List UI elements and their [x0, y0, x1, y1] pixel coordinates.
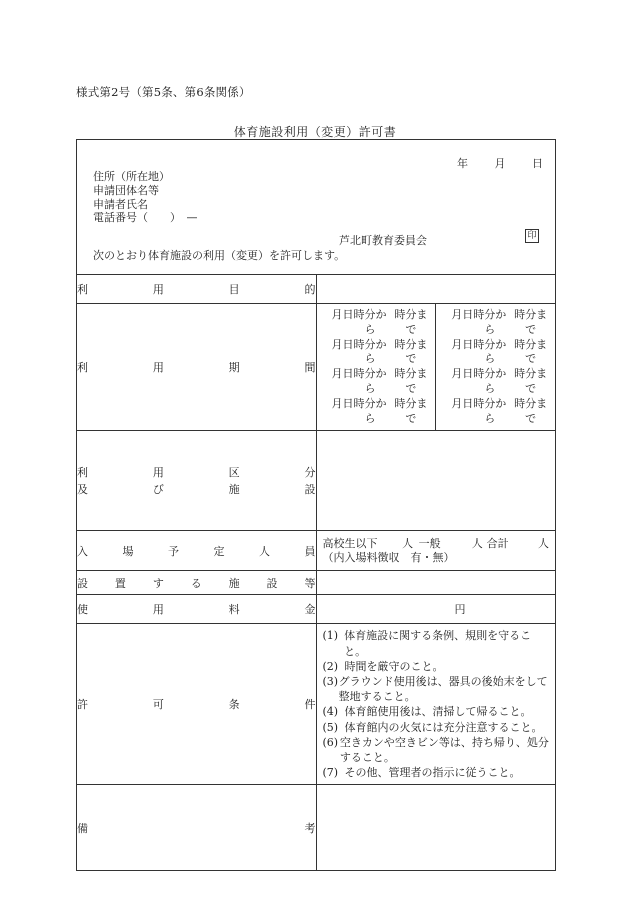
period-token: 時 [394, 337, 406, 351]
period-column-left [317, 304, 437, 430]
period-token: 分まで [525, 308, 548, 336]
condition-text: その他、管理者の指示に従うこと。 [344, 766, 521, 780]
category-label-line-2: 及 び 施 設 [77, 482, 316, 496]
condition-item [323, 674, 550, 704]
period-token: 日 [462, 367, 474, 381]
period-token: 時 [473, 367, 485, 381]
period-token: 時 [514, 396, 526, 410]
condition-number: (3) [322, 674, 339, 688]
period-token: 分から [484, 367, 507, 395]
admission-fee-note: （内入場料徴収 有・無） [322, 550, 455, 564]
period-token: 分から [364, 308, 387, 336]
conditions-label: 許 可 条 件 [77, 698, 316, 712]
period-token: 時 [514, 367, 526, 381]
conditions-label-cell [77, 624, 317, 785]
period-token: 時 [473, 308, 485, 321]
condition-item [323, 659, 550, 674]
document-title: 体育施設利用（変更）許可書 [233, 125, 397, 139]
fee-value[interactable] [316, 595, 556, 624]
seal-mark: 印 [525, 229, 539, 243]
period-token: 時 [353, 396, 365, 410]
period-token: 時 [514, 337, 526, 351]
period-token: 分から [484, 396, 507, 425]
period-token: 月 [331, 367, 343, 381]
facility-label-cell [77, 571, 317, 595]
remarks-value[interactable] [316, 785, 556, 871]
purpose-label: 利 用 目 的 [77, 283, 316, 296]
attendance-value[interactable] [316, 531, 556, 571]
condition-number: (7) [322, 766, 339, 780]
attendance-general-unit: 人 [471, 537, 483, 551]
period-token: 月 [451, 396, 463, 410]
attendance-total-unit: 人 [538, 537, 549, 551]
facility-value[interactable] [316, 571, 556, 595]
condition-item [323, 704, 550, 719]
period-row[interactable] [451, 338, 555, 368]
period-token: 日 [342, 367, 354, 381]
form-number: 様式第2号（第5条、第6条関係） [76, 85, 251, 99]
period-label-cell [77, 304, 317, 431]
condition-text: 体育施設に関する条例、規則を守ること。 [344, 629, 532, 658]
condition-item [323, 628, 550, 658]
conditions-list [317, 624, 556, 784]
condition-text: 体育館内の火気には充分注意すること。 [344, 720, 543, 734]
attendance-students-unit: 人 [402, 537, 414, 551]
facility-label: 設 置 す る 施 設 等 [77, 576, 316, 590]
period-token: 分まで [525, 367, 548, 395]
period-token: 分から [364, 337, 387, 366]
conditions-value [316, 624, 556, 785]
period-token: 月 [331, 337, 343, 351]
period-token: 時 [394, 367, 406, 381]
period-row[interactable] [451, 308, 555, 338]
period-token: 分まで [525, 337, 548, 366]
period-token: 分から [364, 396, 387, 425]
period-token: 時 [514, 308, 526, 321]
period-token: 時 [353, 367, 365, 381]
condition-number: (6) [322, 735, 339, 749]
period-row[interactable] [332, 308, 436, 338]
period-column-right [436, 304, 555, 430]
period-token: 時 [394, 308, 406, 321]
period-token: 月 [451, 337, 463, 351]
period-token: 時 [473, 337, 485, 351]
category-label-cell [77, 431, 317, 531]
period-token: 日 [462, 396, 474, 410]
category-value[interactable] [316, 431, 556, 531]
remarks-label-cell [77, 785, 317, 871]
period-token: 分まで [405, 337, 428, 366]
attendance-total-label: 合計 [486, 537, 509, 551]
date-line [457, 155, 543, 171]
period-token: 分まで [525, 396, 548, 425]
permit-form-table [76, 139, 556, 871]
period-token: 分から [364, 367, 387, 395]
condition-number: (4) [322, 705, 339, 719]
period-token: 日 [462, 308, 474, 321]
condition-item [323, 720, 550, 735]
purpose-label-cell [77, 275, 317, 304]
category-label-line-1: 利 用 区 分 [77, 465, 316, 479]
fee-label-cell [77, 595, 317, 624]
period-token: 時 [353, 337, 365, 351]
condition-item [323, 735, 550, 765]
applicant-fields [93, 170, 198, 225]
issuing-board: 芦北町教育委員会 [339, 234, 427, 247]
period-token: 分まで [405, 308, 428, 336]
attendance-general-label: 一般 [418, 537, 441, 551]
period-token: 時 [473, 396, 485, 410]
period-row[interactable] [451, 397, 555, 427]
address-label: 住所（所在地） [93, 170, 170, 183]
condition-text: 時間を厳守のこと。 [344, 659, 444, 673]
period-value[interactable] [316, 304, 556, 431]
period-row[interactable] [332, 338, 436, 368]
condition-item [323, 765, 550, 780]
period-row[interactable] [332, 367, 436, 397]
period-token: 時 [394, 396, 406, 410]
organization-label: 申請団体名等 [93, 183, 159, 197]
fee-unit: 円 [454, 603, 466, 617]
attendance-label-cell [77, 531, 317, 571]
condition-text: グラウンド使用後は、器具の後始末をして整地すること。 [338, 674, 548, 704]
condition-text: 空きカンや空きビン等は、持ち帰り、処分すること。 [339, 735, 549, 764]
date-year: 年 [457, 157, 468, 170]
period-token: 月 [451, 308, 463, 321]
fee-label: 使 用 料 金 [77, 603, 316, 617]
condition-number: (2) [322, 659, 339, 673]
date-month: 月 [494, 157, 506, 170]
period-token: 日 [342, 396, 354, 410]
period-token: 分から [484, 308, 507, 336]
condition-text: 体育館使用後は、清掃して帰ること。 [344, 705, 532, 719]
condition-number: (1) [322, 629, 339, 643]
attendance-label: 入 場 予 定 人 員 [77, 544, 316, 558]
period-row[interactable] [332, 397, 436, 427]
applicant-block [77, 140, 556, 275]
condition-number: (5) [322, 720, 339, 734]
date-day: 日 [532, 157, 543, 170]
period-token: 分まで [405, 396, 428, 425]
phone-label: 電話番号（ ） — [93, 211, 198, 225]
purpose-value[interactable] [316, 275, 556, 304]
period-token: 分から [484, 337, 507, 366]
period-label: 利 用 期 間 [77, 361, 316, 375]
period-token: 日 [342, 337, 354, 351]
period-token: 日 [342, 308, 354, 321]
period-row[interactable] [451, 367, 555, 397]
remarks-label: 備 考 [77, 821, 316, 835]
period-token: 月 [331, 308, 343, 321]
period-token: 月 [451, 367, 463, 381]
period-token: 時 [353, 308, 365, 321]
period-token: 分まで [405, 367, 428, 395]
applicant-name-label: 申請者氏名 [93, 197, 148, 211]
period-token: 日 [462, 337, 474, 351]
permit-statement: 次のとおり体育施設の利用（変更）を許可します。 [93, 249, 346, 262]
period-token: 月 [331, 396, 343, 410]
attendance-students-label: 高校生以下 [322, 537, 378, 551]
